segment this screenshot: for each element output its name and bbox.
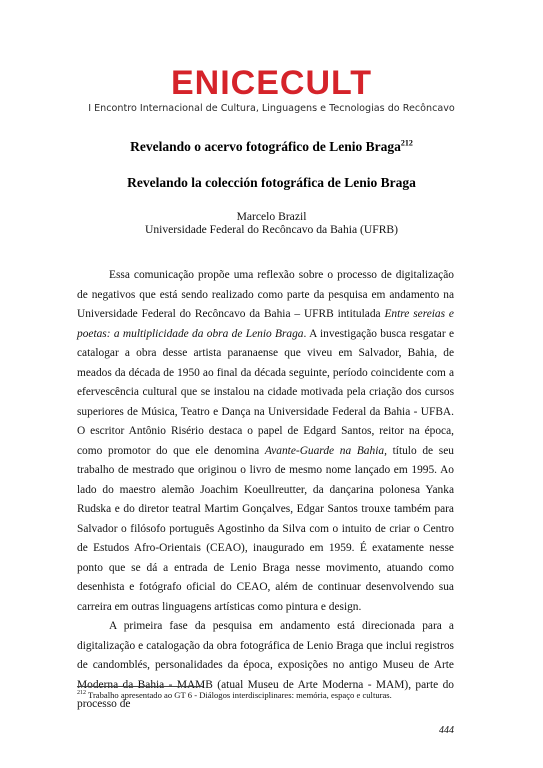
title-footnote-mark: 212 [400, 138, 413, 148]
title-pt-text: Revelando o acervo fotográfico de Lenio Braga [130, 139, 401, 154]
event-logo: ENICECULT [170, 64, 373, 102]
footnote-divider [77, 686, 203, 687]
body-text [77, 266, 454, 715]
footnote [77, 690, 477, 701]
author-affiliation: Universidade Federal do Recôncavo da Bahia (UFRB) [144, 223, 399, 236]
paper-title-es: Revelando la colección fotográfica de Lenio Braga [127, 175, 416, 190]
footnote-text: Trabalho apresentado ao GT 6 - Diálogos interdisciplinares: memória, espaço e culturas. [86, 690, 392, 700]
p1-part-b: . A investigação busca resgatar e catalogar a obra desse artista paranaense que viveu em Salvador, Bahia, de meados da década de 1950 ao final da década seguinte, período coincidente com a efervescência cultural que se instalou na cidade motivada pela criação dos cursos superiores de Música, Teatro e Dança na Universidade Federal da Bahia - UFBA. O escritor Antônio Risério destaca o papel de Edgard Santos, reitor na época, como promotor do que ele denomina [77, 327, 455, 457]
p1-italic-book: Avante-Guarde na Bahia, [264, 444, 387, 457]
paper-title-pt [0, 139, 543, 155]
paragraph-1 [77, 266, 454, 617]
footnote-mark: 212 [77, 690, 86, 697]
author-name: Marcelo Brazil [236, 210, 307, 223]
event-subtitle: I Encontro Internacional de Cultura, Linguagens e Tecnologias do Recôncavo [88, 103, 455, 114]
p1-italic-title: Entre sereias e poetas: a multiplicidade da obra de Lenio Braga [77, 308, 454, 340]
paragraph-2: A primeira fase da pesquisa em andamento está direcionada para a digitalização e catalogação da obra fotográfica de Lenio Braga que inclui registros de candomblés, personalidades da época, exposições no antigo Museu de Arte Moderna da Bahia - MAMB (atual Museu de Arte Moderna - MAM), parte do processo de [77, 620, 454, 710]
page-number: 444 [439, 725, 454, 736]
p1-part-a: Essa comunicação propõe uma reflexão sobre o processo de digitalização de negativos que está sendo realizado como parte da pesquisa em andamento na Universidade Federal do Recôncavo da Bahia – UFRB intitulada [77, 269, 454, 320]
p1-part-c: título de seu trabalho de mestrado que originou o livro de mesmo nome lançado em 1995. Ao lado do maestro alemão Joachim Koeullreutter, da dançarina polonesa Yanka Rudska e do diretor teatral Martim Gonçalves, Edgar Santos trouxe também para Salvador o filósofo português Agostinho da Silva com o intuito de criar o Centro de Estudos Afro-Orientais (CEAO), inaugurado em 1959. É exatamente nesse ponto que se dá a entrada de Lenio Braga nesse movimento, atuando como desenhista e fotógrafo oficial do CEAO, além de continuar desenvolvendo sua carreira em outras linguagens artísticas como pintura e design. [77, 444, 454, 613]
